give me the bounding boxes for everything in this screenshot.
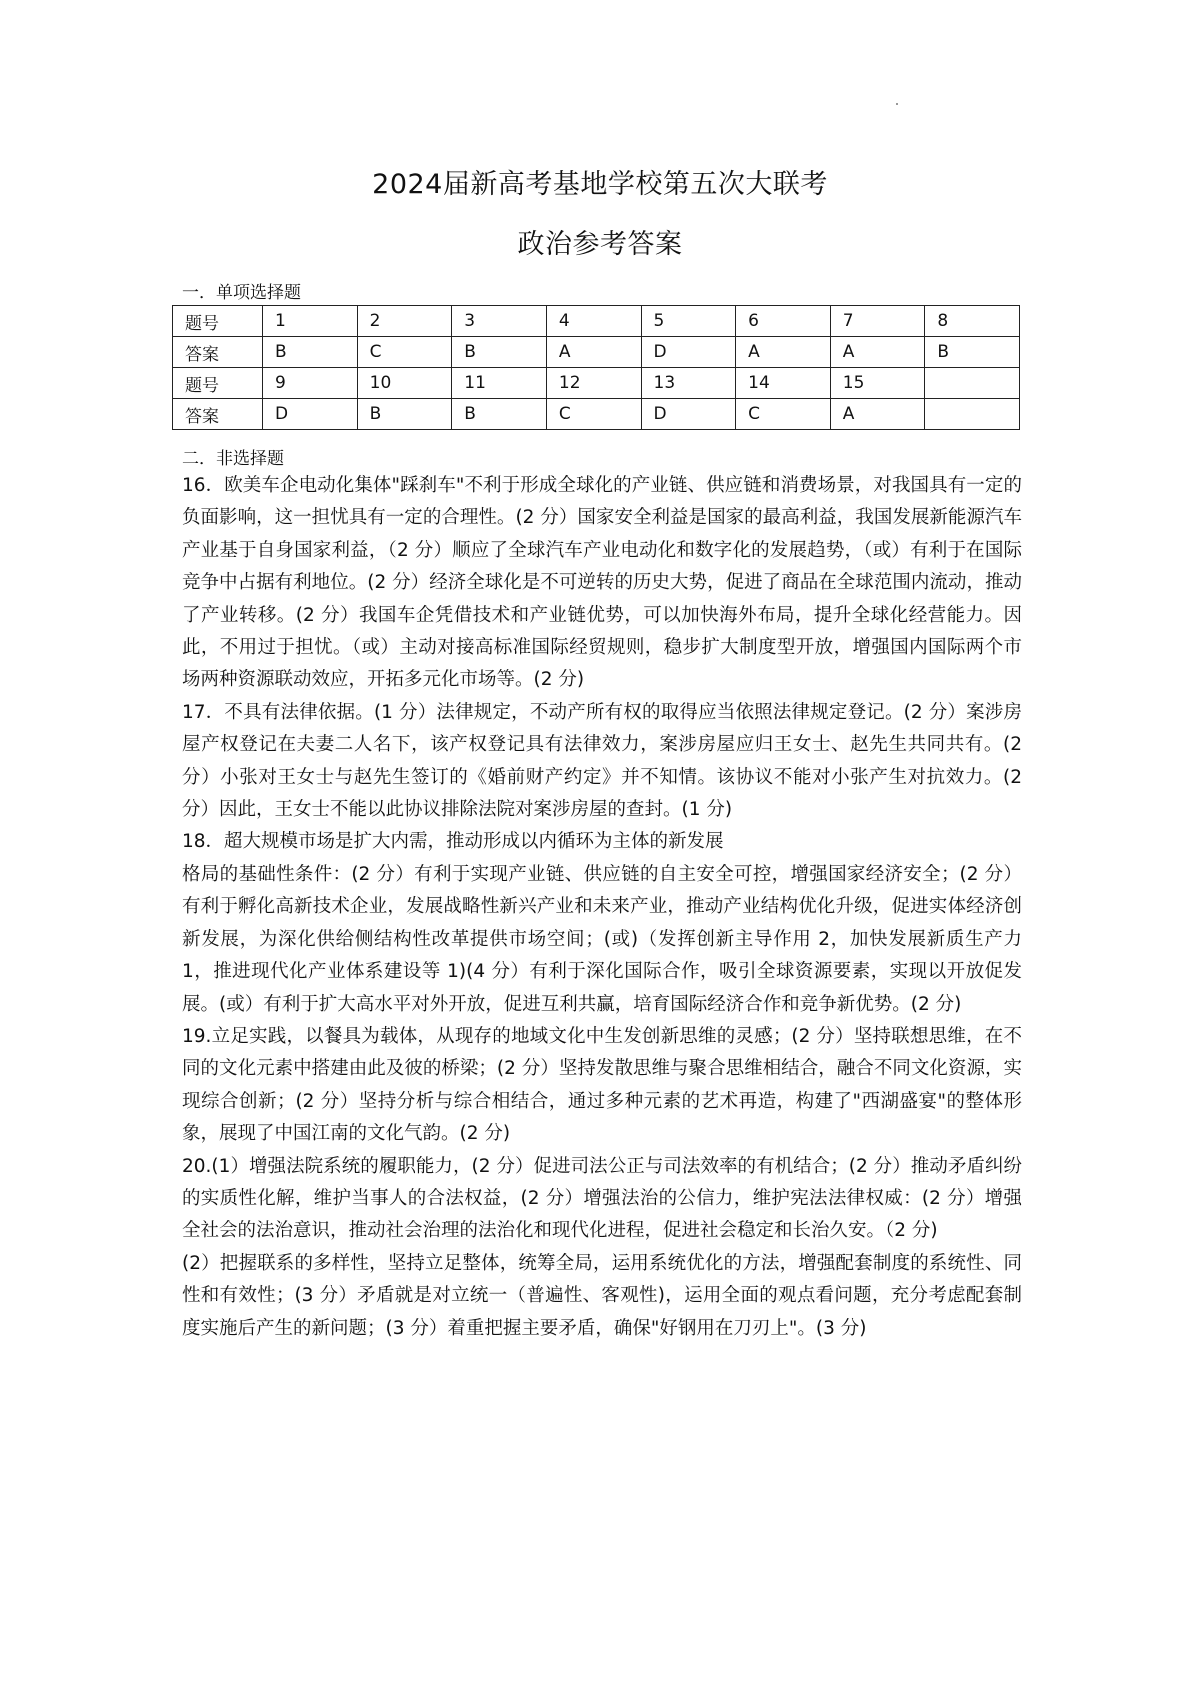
table-cell: A xyxy=(830,337,925,368)
table-cell: 1 xyxy=(263,306,358,337)
answer-18-continued: 格局的基础性条件：(2 分）有利于实现产业链、供应链的自主安全可控，增强国家经济安全；(2 分）有利于孵化高新技术企业，发展战略性新兴产业和未来产业，推动产业结构优化升级，促进实体经济创新发展，为深化供给侧结构性改革提供市场空间；(或)（发挥创新主导作用 2，加快发展新质生产力 1，推进现代化产业体系建设等 1)(4 分）有利于深化国际合作，吸引全球资源要素，实现以开放促发展。(或）有利于扩大高水平对外开放，促进互利共赢，培育国际经济合作和竞争新优势。(2 分) xyxy=(182,863,1022,1015)
table-cell: 5 xyxy=(641,306,736,337)
table-cell: 14 xyxy=(736,368,831,399)
table-cell: D xyxy=(641,399,736,430)
table-row xyxy=(173,306,1020,337)
table-cell: D xyxy=(263,399,358,430)
table-cell: A xyxy=(546,337,641,368)
scan-speck xyxy=(896,103,898,105)
answer-18-line1: 18．超大规模市场是扩大内需，推动形成以内循环为主体的新发展 xyxy=(182,831,724,853)
table-cell: 10 xyxy=(357,368,452,399)
table-row-header-cell: 答案 xyxy=(173,399,263,430)
table-cell: C xyxy=(546,399,641,430)
section-one-heading: 一．单项选择题 xyxy=(182,283,301,303)
table-cell: 9 xyxy=(263,368,358,399)
answer-16: 16．欧美车企电动化集体"踩刹车"不利于形成全球化的产业链、供应链和消费场景，对我国具有一定的负面影响，这一担忧具有一定的合理性。(2 分）国家安全利益是国家的最高利益，我国发展新能源汽车产业基于自身国家利益，（2 分）顺应了全球汽车产业电动化和数字化的发展趋势，（或）有利于在国际竞争中占据有利地位。(2 分）经济全球化是不可逆转的历史大势，促进了商品在全球范围内流动，推动了产业转移。(2 分）我国车企凭借技术和产业链优势，可以加快海外布局，提升全球化经营能力。因此，不用过于担忧。（或）主动对接高标准国际经贸规则，稳步扩大制度型开放，增强国内国际两个市场两种资源联动效应，开拓多元化市场等。(2 分) xyxy=(182,475,1022,691)
table-row xyxy=(173,399,1020,430)
open-answers xyxy=(182,470,1022,1345)
table-row-header-cell: 答案 xyxy=(173,337,263,368)
answer-key-table xyxy=(172,305,1020,430)
table-cell xyxy=(925,399,1020,430)
table-cell: 6 xyxy=(736,306,831,337)
table-cell: A xyxy=(830,399,925,430)
table-cell: C xyxy=(736,399,831,430)
answer-17: 17．不具有法律依据。(1 分）法律规定，不动产所有权的取得应当依照法律规定登记。(2 分）案涉房屋产权登记在夫妻二人名下，该产权登记具有法律效力，案涉房屋应归王女士、赵先生共同共有。(2 分）小张对王女士与赵先生签订的《婚前财产约定》并不知情。该协议不能对小张产生对抗效力。(2 分）因此，王女士不能以此协议排除法院对案涉房屋的查封。(1 分) xyxy=(182,701,1022,821)
answer-20-part2: (2）把握联系的多样性，坚持立足整体，统筹全局，运用系统优化的方法，增强配套制度的系统性、同性和有效性；(3 分）矛盾就是对立统一（普遍性、客观性)，运用全面的观点看问题，充分考虑配套制度实施后产生的新问题；(3 分）着重把握主要矛盾，确保"好钢用在刀刃上"。(3 分) xyxy=(182,1252,1022,1339)
table-cell: 3 xyxy=(452,306,547,337)
table-cell: A xyxy=(736,337,831,368)
answer-20-part1: 20.(1）增强法院系统的履职能力，(2 分）促进司法公正与司法效率的有机结合；(2 分）推动矛盾纠纷的实质性化解，维护当事人的合法权益，(2 分）增强法治的公信力，维护宪法法律权威：(2 分）增强全社会的法治意识，推动社会治理的法治化和现代化进程，促进社会稳定和长治久安。（2 分) xyxy=(182,1155,1022,1242)
table-cell: B xyxy=(357,399,452,430)
table-cell: B xyxy=(452,399,547,430)
table-cell: 8 xyxy=(925,306,1020,337)
table-cell xyxy=(925,368,1020,399)
section-two-heading: 二．非选择题 xyxy=(182,449,284,469)
table-cell: 13 xyxy=(641,368,736,399)
table-cell: C xyxy=(357,337,452,368)
table-cell: 2 xyxy=(357,306,452,337)
table-cell: B xyxy=(263,337,358,368)
document-title: 2024届新高考基地学校第五次大联考 xyxy=(372,169,828,200)
table-row xyxy=(173,337,1020,368)
table-row xyxy=(173,368,1020,399)
table-cell: B xyxy=(452,337,547,368)
answer-19: 19.立足实践，以餐具为载体，从现存的地域文化中生发创新思维的灵感；(2 分）坚持联想思维，在不同的文化元素中搭建由此及彼的桥梁；(2 分）坚持发散思维与聚合思维相结合，融合不同文化资源，实现综合创新；(2 分）坚持分析与综合相结合，通过多种元素的艺术再造，构建了"西湖盛宴"的整体形象，展现了中国江南的文化气韵。(2 分) xyxy=(182,1025,1022,1145)
table-row-header-cell: 题号 xyxy=(173,306,263,337)
table-cell: 15 xyxy=(830,368,925,399)
table-cell: B xyxy=(925,337,1020,368)
document-subtitle: 政治参考答案 xyxy=(517,229,683,260)
table-cell: 4 xyxy=(546,306,641,337)
table-row-header-cell: 题号 xyxy=(173,368,263,399)
table-cell: 12 xyxy=(546,368,641,399)
table-cell: 7 xyxy=(830,306,925,337)
table-cell: 11 xyxy=(452,368,547,399)
table-cell: D xyxy=(641,337,736,368)
